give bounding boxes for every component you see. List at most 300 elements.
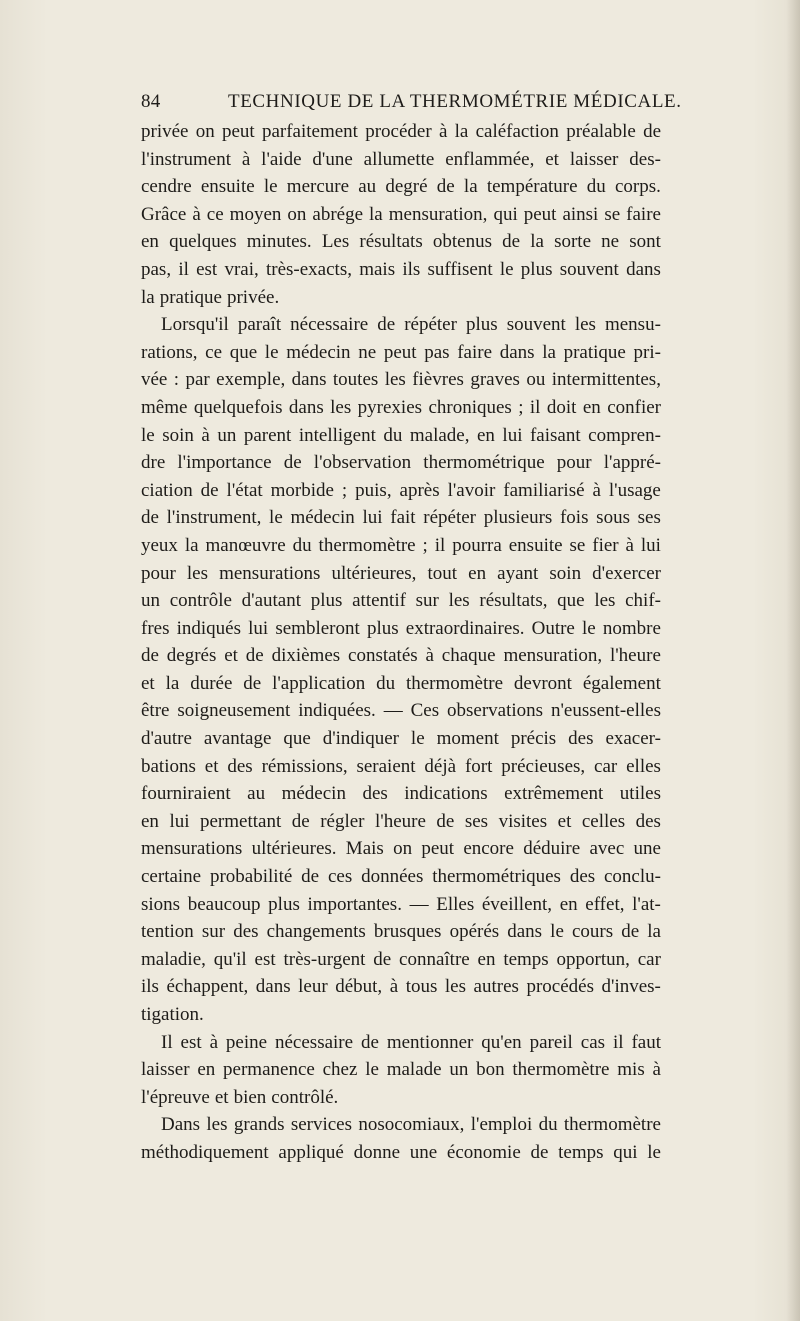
- word: les: [186, 562, 209, 584]
- word: ;: [422, 534, 428, 556]
- word: contrôlé.: [271, 1086, 339, 1108]
- word: le: [410, 728, 425, 750]
- word: procédés: [526, 976, 594, 998]
- word: au: [247, 783, 266, 805]
- word: de: [530, 1141, 549, 1163]
- word: abrége: [312, 203, 364, 225]
- word: un: [217, 424, 237, 446]
- word: l'aide: [261, 148, 302, 170]
- word: faire: [457, 341, 493, 363]
- word: permanence: [223, 1059, 315, 1081]
- word: sorte: [554, 231, 591, 253]
- word: opportun,: [556, 948, 630, 970]
- word: intelligent: [298, 424, 376, 446]
- word: —: [383, 700, 403, 722]
- word: confier: [607, 396, 661, 418]
- word: sous: [596, 507, 630, 529]
- word: qu'en: [481, 1031, 522, 1053]
- word: constatés: [348, 645, 418, 667]
- word: chroniques: [428, 396, 512, 418]
- word: malade,: [409, 424, 470, 446]
- word: l'emploi: [470, 1114, 533, 1136]
- word: en: [468, 562, 487, 584]
- text-line: [141, 504, 661, 532]
- word: ne: [358, 341, 377, 363]
- word: plus: [520, 258, 553, 280]
- word: précis: [510, 728, 557, 750]
- word: temps: [503, 948, 549, 970]
- word: des: [362, 783, 388, 805]
- word: des: [233, 921, 259, 943]
- word: parent: [243, 424, 292, 446]
- word: privée: [141, 121, 189, 142]
- word: les: [594, 590, 616, 612]
- word: la: [542, 341, 556, 363]
- word: l'importance: [177, 452, 272, 474]
- word: qui: [613, 1141, 638, 1163]
- word: minutes.: [246, 231, 312, 253]
- word: très-urgent: [283, 948, 366, 970]
- word: en: [141, 810, 159, 832]
- word: le: [550, 921, 564, 943]
- word: permettant: [200, 810, 282, 832]
- word: chaque: [441, 645, 496, 667]
- word: Grâce: [141, 203, 187, 225]
- word: d'autant: [241, 590, 302, 612]
- word: on: [287, 203, 307, 225]
- word: moyen: [229, 203, 282, 225]
- word: une: [633, 838, 661, 860]
- word: du: [586, 176, 606, 198]
- word: les: [574, 314, 596, 336]
- word: ensuite: [508, 534, 563, 556]
- word: bien: [233, 1086, 267, 1108]
- word: fois: [559, 507, 589, 529]
- word: soin: [162, 424, 194, 446]
- word: déjà: [424, 755, 457, 777]
- word: la: [141, 286, 155, 308]
- word: mensurations: [219, 562, 321, 584]
- word: thermométrique: [423, 452, 545, 474]
- word: indiquées.: [298, 700, 376, 722]
- word: degrés: [166, 645, 217, 667]
- word: de: [643, 121, 661, 142]
- word: éveillent,: [481, 893, 553, 915]
- word: lui: [362, 507, 383, 529]
- word: mercure: [286, 176, 350, 198]
- word: celles: [581, 810, 626, 832]
- word: dixièmes: [271, 645, 341, 667]
- word: ses: [637, 507, 661, 529]
- word: régler: [320, 810, 365, 832]
- word: l'instrument: [141, 148, 231, 170]
- word: dans: [288, 396, 324, 418]
- word: données: [361, 866, 424, 888]
- text-line: [141, 311, 661, 339]
- text-line: [141, 201, 661, 229]
- text-line: [141, 780, 661, 808]
- word: nécessaire: [290, 314, 369, 336]
- word: indications: [404, 783, 488, 805]
- word: ce: [205, 341, 223, 363]
- word: des-: [629, 148, 661, 170]
- text-line: [141, 642, 661, 670]
- word: se: [604, 203, 621, 225]
- word: est: [180, 1031, 202, 1053]
- word: des: [569, 866, 596, 888]
- running-head: [141, 91, 682, 115]
- word: est: [254, 948, 276, 970]
- text-line: [141, 256, 661, 284]
- word: peut: [383, 341, 417, 363]
- word: soin: [549, 562, 582, 584]
- word: opérés: [449, 921, 500, 943]
- text-line: [141, 228, 661, 256]
- word: laisser: [141, 1059, 190, 1081]
- word: le: [264, 341, 279, 363]
- word: est: [196, 258, 218, 280]
- word: d'inves-: [601, 976, 661, 998]
- word: lui: [169, 810, 190, 832]
- word: d'indiquer: [322, 728, 399, 750]
- word: peut: [421, 838, 455, 860]
- word: on: [393, 838, 413, 860]
- word: pourra: [452, 534, 502, 556]
- word: dans: [499, 341, 535, 363]
- word: méthodiquement: [141, 1141, 269, 1163]
- word: morbide: [270, 479, 334, 501]
- word: le: [647, 1141, 661, 1163]
- word: extrêmement: [504, 783, 604, 805]
- word: la: [530, 231, 544, 253]
- word: effet,: [585, 893, 625, 915]
- word: du: [292, 534, 312, 556]
- word: il: [178, 258, 189, 280]
- word: résultats: [359, 231, 423, 253]
- word: donne: [353, 1141, 401, 1163]
- word: conclu-: [604, 866, 661, 888]
- word: à: [652, 1059, 661, 1081]
- word: peut: [523, 203, 557, 225]
- word: importantes.: [307, 893, 402, 915]
- word: fort: [464, 755, 493, 777]
- word: que: [283, 728, 311, 750]
- word: malade: [386, 1059, 442, 1081]
- word: d'une: [312, 148, 353, 170]
- text-line: [141, 449, 661, 477]
- word: Mais: [345, 838, 384, 860]
- text-line: [141, 146, 661, 174]
- word: mis: [617, 1059, 645, 1081]
- text-line: [141, 284, 661, 312]
- word: exacer-: [605, 728, 661, 750]
- word: seraient: [356, 755, 416, 777]
- word: que: [557, 590, 585, 612]
- word: et: [204, 755, 219, 777]
- text-line: [141, 946, 661, 974]
- word: répéter: [404, 314, 457, 336]
- word: indiqués: [176, 617, 242, 639]
- word: lui: [640, 534, 661, 556]
- word: doit: [546, 396, 577, 418]
- word: mensurations: [141, 838, 243, 860]
- word: le: [582, 617, 596, 639]
- word: l'observation: [313, 452, 412, 474]
- word: compren-: [588, 424, 661, 446]
- word: pas,: [141, 258, 172, 280]
- word: des: [568, 728, 594, 750]
- word: du: [383, 424, 403, 446]
- word: vrai,: [224, 258, 259, 280]
- word: fièvres: [412, 369, 464, 391]
- word: ces: [327, 866, 353, 888]
- word: cas: [580, 1031, 606, 1053]
- text-line: [141, 1139, 661, 1167]
- word: de: [301, 866, 320, 888]
- word: lui: [502, 424, 523, 446]
- word: d'autre: [141, 728, 192, 750]
- word: préalable: [566, 121, 636, 142]
- word: la: [647, 921, 661, 943]
- word: faire: [626, 203, 661, 225]
- word: leur: [298, 976, 328, 998]
- word: résultats,: [479, 590, 548, 612]
- word: plus: [268, 893, 300, 915]
- word: fourniraient: [141, 783, 231, 805]
- word: plus: [310, 590, 343, 612]
- word: tout: [427, 562, 458, 584]
- word: médecin: [286, 341, 351, 363]
- word: de: [283, 452, 302, 474]
- word: thermomètre: [563, 1114, 661, 1136]
- word: intermittentes,: [551, 369, 661, 391]
- word: ciation: [141, 479, 193, 501]
- word: l'application: [272, 672, 366, 694]
- word: contrôle: [169, 590, 232, 612]
- word: en: [559, 893, 578, 915]
- word: médecin: [290, 507, 355, 529]
- text-line: [141, 1001, 661, 1029]
- word: pareil: [529, 1031, 573, 1053]
- word: et: [545, 148, 559, 170]
- text-line: [141, 1029, 661, 1057]
- word: en: [197, 1059, 216, 1081]
- word: n'eussent-elles: [550, 700, 661, 722]
- word: sembleront: [275, 617, 360, 639]
- text-line: [141, 422, 661, 450]
- word: extraordinaires.: [405, 617, 525, 639]
- word: plus: [366, 617, 399, 639]
- word: de: [245, 645, 264, 667]
- word: précieuses,: [501, 755, 586, 777]
- word: toutes: [332, 369, 379, 391]
- word: ;: [518, 396, 524, 418]
- word: laisser: [569, 148, 619, 170]
- word: et: [214, 1086, 229, 1108]
- word: mensuration,: [388, 203, 488, 225]
- word: dre: [141, 452, 166, 474]
- word: dans: [507, 921, 543, 943]
- word: thermométriques: [432, 866, 561, 888]
- text-line: [141, 118, 661, 146]
- word: pri-: [633, 341, 661, 363]
- word: médecin: [281, 783, 346, 805]
- text-line: [141, 863, 661, 891]
- word: de: [291, 810, 310, 832]
- word: peut: [221, 121, 255, 142]
- word: l'état: [226, 479, 263, 501]
- word: les: [448, 590, 470, 612]
- word: de: [373, 948, 392, 970]
- word: changements: [266, 921, 366, 943]
- word: à: [438, 121, 448, 142]
- word: à: [241, 148, 251, 170]
- word: à: [625, 534, 634, 556]
- word: très-exacts,: [265, 258, 352, 280]
- word: également: [582, 672, 661, 694]
- word: pour: [556, 452, 592, 474]
- word: les: [330, 396, 352, 418]
- word: puis,: [355, 479, 392, 501]
- word: de: [377, 314, 396, 336]
- word: le: [365, 1059, 379, 1081]
- word: Lorsqu'il: [161, 314, 229, 336]
- word: moment: [436, 728, 499, 750]
- word: de: [502, 231, 521, 253]
- word: en: [477, 948, 496, 970]
- word: visites: [498, 810, 548, 832]
- word: de: [436, 176, 455, 198]
- word: l'avoir: [447, 479, 496, 501]
- word: probabilité: [209, 866, 293, 888]
- word: sur: [415, 590, 439, 612]
- text-line: [141, 808, 661, 836]
- word: la: [184, 534, 199, 556]
- word: Les: [321, 231, 350, 253]
- text-line: [141, 477, 661, 505]
- word: pas: [424, 341, 450, 363]
- word: en: [141, 231, 159, 253]
- word: on: [195, 121, 215, 142]
- text-line: [141, 394, 661, 422]
- word: certaine: [141, 866, 202, 888]
- word: quelquefois: [193, 396, 283, 418]
- word: connaître: [399, 948, 470, 970]
- word: suffisent: [427, 258, 493, 280]
- word: sont: [629, 231, 661, 253]
- word: tention: [141, 921, 194, 943]
- word: :: [173, 369, 180, 391]
- word: à: [209, 1031, 218, 1053]
- word: maladie,: [141, 948, 206, 970]
- text-line: [141, 560, 661, 588]
- word: dans: [255, 976, 291, 998]
- word: graves: [470, 369, 520, 391]
- word: faisant: [529, 424, 581, 446]
- word: beaucoup: [187, 893, 261, 915]
- word: pratique: [563, 341, 626, 363]
- word: à: [389, 976, 399, 998]
- word: nombre: [602, 617, 661, 639]
- word: exemple,: [216, 369, 286, 391]
- word: soigneusement: [177, 700, 291, 722]
- word: souvent: [506, 314, 566, 336]
- word: ultérieures.: [251, 838, 337, 860]
- word: Il: [161, 1031, 173, 1053]
- word: un: [141, 590, 160, 612]
- word: à: [201, 424, 210, 446]
- word: ;: [341, 479, 348, 501]
- word: yeux: [141, 534, 178, 556]
- word: après: [399, 479, 440, 501]
- word: les: [384, 369, 406, 391]
- word: chez: [322, 1059, 358, 1081]
- word: autres: [473, 976, 519, 998]
- word: brusques: [373, 921, 442, 943]
- word: du: [538, 1114, 558, 1136]
- word: vée: [141, 369, 168, 391]
- word: et: [224, 645, 238, 667]
- word: faut: [631, 1031, 661, 1053]
- text-line: [141, 918, 661, 946]
- word: pyrexies: [357, 396, 423, 418]
- word: allumette: [363, 148, 435, 170]
- text-line: [141, 366, 661, 394]
- word: même: [141, 396, 188, 418]
- word: l'heure: [375, 810, 426, 832]
- word: Elles: [436, 893, 475, 915]
- word: bon: [476, 1059, 505, 1081]
- word: de: [243, 672, 262, 694]
- word: de: [200, 479, 219, 501]
- word: début,: [335, 976, 383, 998]
- text-line: [141, 1056, 661, 1084]
- word: car: [594, 755, 618, 777]
- word: chif-: [625, 590, 661, 612]
- word: les: [444, 976, 467, 998]
- word: utiles: [619, 783, 661, 805]
- word: la: [369, 203, 383, 225]
- word: appliqué: [278, 1141, 344, 1163]
- word: car: [637, 948, 661, 970]
- word: déduire: [523, 838, 581, 860]
- word: ne: [601, 231, 620, 253]
- word: —: [409, 893, 429, 915]
- word: dans: [626, 258, 661, 280]
- word: observations: [447, 700, 544, 722]
- word: il: [434, 534, 446, 556]
- word: ainsi: [562, 203, 599, 225]
- word: familiarisé: [503, 479, 585, 501]
- word: services: [290, 1114, 353, 1136]
- word: mentionner: [386, 1031, 474, 1053]
- word: sions: [141, 893, 181, 915]
- word: du: [376, 672, 396, 694]
- text-line: [141, 973, 661, 1001]
- word: pratique: [159, 286, 222, 308]
- word: corps.: [614, 176, 661, 198]
- word: l'at-: [632, 893, 661, 915]
- word: le: [269, 507, 283, 529]
- text-line: [141, 587, 661, 615]
- word: degré: [385, 176, 428, 198]
- page-number: 84: [141, 91, 161, 112]
- word: elles: [626, 755, 661, 777]
- word: bations: [141, 755, 196, 777]
- word: Ces: [410, 700, 440, 722]
- word: temps: [558, 1141, 604, 1163]
- word: un: [449, 1059, 469, 1081]
